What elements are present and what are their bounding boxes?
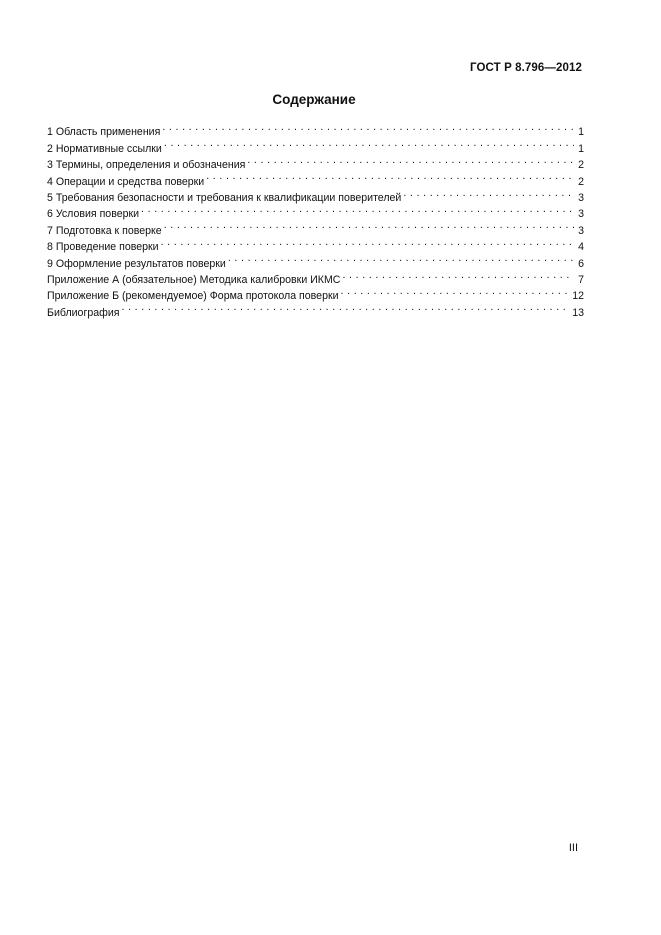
toc-entry-page: 13 [572,306,584,319]
toc-entry-page: 6 [578,257,584,270]
toc-leader-dots [342,267,574,283]
toc-entry[interactable] [47,299,584,319]
toc-entry-page: 7 [578,273,584,286]
toc-leader-dots [247,152,574,168]
toc-entry-text: Приложение А (обязательное) Методика калибровки ИКМС [47,273,341,286]
toc-entry-text: 7 Подготовка к поверке [47,224,162,237]
toc-leader-dots [341,283,569,299]
toc-entry-text: 5 Требования безопасности и требования к квалификации поверителей [47,191,402,204]
page-number: III [568,842,578,854]
toc-entry-text: 8 Проведение поверки [47,241,159,254]
toc-entry-text: 1 Область применения [47,126,161,139]
table-of-contents [47,119,584,319]
toc-entry-text: Приложение Б (рекомендуемое) Форма протокола поверки [47,290,339,303]
toc-entry-page: 3 [578,224,584,237]
toc-entry-page: 4 [578,241,584,254]
toc-entry-text: 4 Операции и средства поверки [47,175,205,188]
toc-leader-dots [162,119,574,135]
toc-leader-dots [164,135,574,151]
toc-entry-page: 3 [578,191,584,204]
toc-leader-dots [161,234,575,250]
toc-leader-dots [141,201,574,217]
toc-entry-page: 1 [578,126,584,139]
toc-leader-dots [206,168,574,184]
toc-entry-page: 1 [578,142,584,155]
toc-entry-page: 12 [572,290,584,303]
toc-entry-text: 9 Оформление результатов поверки [47,257,226,270]
toc-leader-dots [228,250,574,266]
toc-entry-text: 6 Условия поверки [47,208,140,221]
document-code: ГОСТ Р 8.796—2012 [470,62,582,74]
toc-entry-page: 2 [578,175,584,188]
toc-entry-page: 3 [578,208,584,221]
toc-leader-dots [121,299,568,315]
toc-leader-dots [403,185,574,201]
toc-entry-page: 2 [578,159,584,172]
toc-title: Содержание [272,92,356,107]
toc-entry-text: 2 Нормативные ссылки [47,142,162,155]
toc-leader-dots [164,217,574,233]
toc-entry[interactable] [47,119,584,139]
toc-entry-text: 3 Термины, определения и обозначения [47,159,246,172]
toc-entry-text: Библиография [47,306,120,319]
